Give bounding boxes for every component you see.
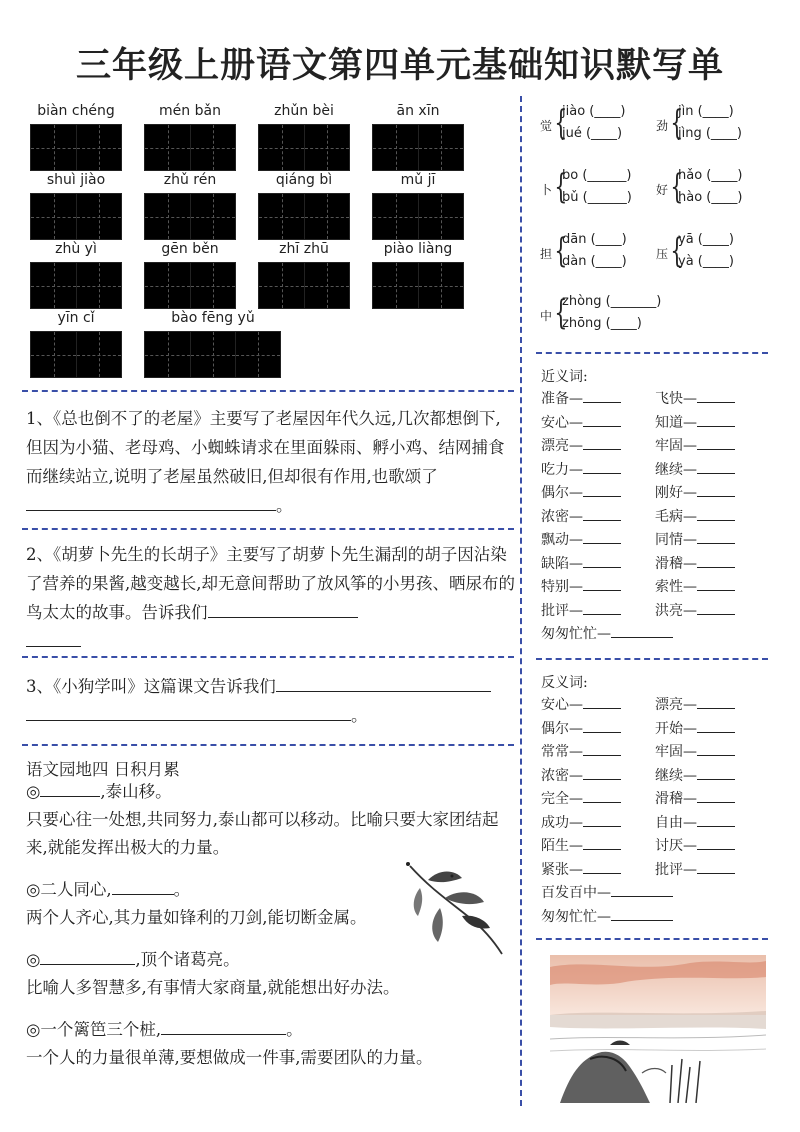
idiom-explanation: 只要心往一处想,共同努力,泰山都可以移动。比喻只要大家团结起来,就能发挥出极大的力量。 [26, 810, 499, 857]
answer-blank[interactable] [583, 553, 621, 568]
antonym-item: 成功— [541, 812, 621, 832]
idiom-item: ◎ ,泰山移。 只要心往一处想,共同努力,泰山都可以移动。比喻只要大家团结起来,就能发挥出极大的力量。 [26, 778, 516, 862]
writing-cell[interactable] [76, 194, 121, 239]
answer-blank[interactable] [697, 482, 735, 497]
tianzige-grid [30, 193, 122, 240]
writing-cell[interactable] [145, 194, 190, 239]
pinyin-label: ān xīn [396, 103, 440, 119]
writing-cell[interactable] [304, 194, 349, 239]
answer-blank[interactable] [697, 788, 735, 803]
polyphone-reading[interactable]: bo (______) [562, 168, 632, 183]
synonym-item: 吃力— [541, 459, 621, 479]
writing-cell[interactable] [418, 263, 463, 308]
answer-blank[interactable] [697, 459, 735, 474]
writing-cell[interactable] [418, 194, 463, 239]
answer-blank[interactable] [697, 435, 735, 450]
writing-cell[interactable] [190, 332, 235, 377]
antonym-item: 批评— [655, 859, 735, 879]
answer-blank[interactable] [611, 882, 673, 897]
tianzige-grid [144, 331, 281, 378]
tianzige-grid [30, 331, 122, 378]
answer-blank[interactable] [697, 859, 735, 874]
pinyin-label: mén bǎn [159, 103, 221, 119]
polyphone-reading[interactable]: hǎo (____) [678, 168, 743, 183]
idiom-item: ◎ ,顶个诸葛亮。 比喻人多智慧多,有事情大家商量,就能想出好办法。 [26, 946, 516, 1002]
writing-cell[interactable] [418, 125, 463, 170]
answer-blank[interactable] [697, 741, 735, 756]
polyphone-reading[interactable]: dàn (____) [562, 254, 627, 269]
synonym-item: 滑稽— [655, 553, 735, 573]
pinyin-label: mǔ jī [400, 172, 436, 188]
synonym-item: 继续— [655, 459, 735, 479]
idiom-item: ◎一个篱笆三个桩, 。 一个人的力量很单薄,要想做成一件事,需要团队的力量。 [26, 1016, 516, 1072]
polyphone-char: 好 [656, 183, 669, 197]
section-divider [22, 528, 514, 530]
antonym-heading: 反义词: [541, 675, 588, 691]
antonym-item: 浓密— [541, 765, 621, 785]
antonym-item: 自由— [655, 812, 735, 832]
answer-blank[interactable] [697, 576, 735, 591]
synonym-item: 浓密— [541, 506, 621, 526]
tianzige-grid [144, 124, 236, 171]
answer-blank[interactable] [697, 765, 735, 780]
antonym-item: 偶尔— [541, 718, 621, 738]
writing-cell[interactable] [145, 263, 190, 308]
question-3: 3、《小狗学叫》这篇课文告诉我们 。 [26, 672, 516, 730]
answer-blank[interactable] [583, 388, 621, 403]
polyphone-char: 压 [656, 247, 669, 261]
answer-blank[interactable] [697, 506, 735, 521]
synonym-item: 安心— [541, 412, 621, 432]
writing-cell[interactable] [373, 125, 418, 170]
answer-blank[interactable] [583, 459, 621, 474]
writing-cell[interactable] [31, 125, 76, 170]
answer-blank[interactable] [697, 812, 735, 827]
pinyin-label: biàn chéng [37, 103, 115, 119]
tianzige-grid [30, 124, 122, 171]
synonym-item: 缺陷— [541, 553, 621, 573]
brace-icon: { [554, 231, 568, 271]
antonym-item: 安心— [541, 694, 621, 714]
answer-blank[interactable] [583, 412, 621, 427]
column-divider [520, 96, 522, 1106]
pinyin-label: shuì jiào [46, 172, 106, 188]
answer-blank[interactable] [208, 599, 358, 618]
writing-cell[interactable] [373, 263, 418, 308]
writing-cell[interactable] [31, 194, 76, 239]
polyphone-reading[interactable]: jìng (____) [678, 126, 742, 141]
writing-cell[interactable] [304, 125, 349, 170]
tianzige-grid [372, 262, 464, 309]
answer-blank[interactable] [583, 600, 621, 615]
idiom-item: ◎二人同心, 。 两个人齐心,其力量如锋利的刀剑,能切断金属。 [26, 876, 426, 932]
answer-blank[interactable] [583, 788, 621, 803]
answer-blank[interactable] [697, 835, 735, 850]
answer-blank[interactable] [40, 778, 100, 797]
writing-cell[interactable] [76, 263, 121, 308]
idiom-heading: 语文园地四 日积月累 [26, 760, 180, 779]
answer-blank[interactable] [611, 906, 673, 921]
answer-blank[interactable] [112, 876, 174, 895]
answer-blank[interactable] [583, 506, 621, 521]
writing-cell[interactable] [76, 332, 121, 377]
writing-cell[interactable] [373, 194, 418, 239]
answer-blank[interactable] [697, 388, 735, 403]
synonym-item: 匆匆忙忙— [541, 623, 673, 643]
brace-icon: { [670, 231, 684, 271]
question-3-text: 3、《小狗学叫》这篇课文告诉我们 [26, 677, 276, 696]
polyphone-reading[interactable]: bǔ (______) [562, 190, 632, 205]
page-title: 三年级上册语文第四单元基础知识默写单 [75, 46, 724, 86]
polyphone-char: 卜 [540, 183, 553, 197]
section-divider [22, 390, 514, 392]
answer-blank[interactable] [583, 741, 621, 756]
section-divider [22, 744, 514, 746]
pinyin-label: zhǔn bèi [274, 103, 334, 119]
pinyin-label: zhī zhū [279, 241, 329, 257]
pinyin-label: zhù yì [55, 241, 97, 257]
polyphone-reading[interactable]: zhōng (____) [562, 316, 642, 331]
writing-cell[interactable] [190, 125, 235, 170]
antonym-item: 讨厌— [655, 835, 735, 855]
tianzige-grid [144, 262, 236, 309]
answer-blank[interactable] [583, 694, 621, 709]
polyphone-reading[interactable]: zhòng (_______) [562, 294, 662, 309]
synonym-item: 知道— [655, 412, 735, 432]
polyphone-char: 劲 [656, 119, 669, 133]
answer-blank[interactable] [26, 628, 81, 647]
answer-blank[interactable] [583, 482, 621, 497]
tianzige-grid [258, 124, 350, 171]
tianzige-grid [258, 193, 350, 240]
answer-blank[interactable] [583, 435, 621, 450]
brace-icon: { [670, 103, 684, 143]
polyphone-reading[interactable]: jué (____) [562, 126, 623, 141]
writing-cell[interactable] [190, 194, 235, 239]
brace-icon: { [554, 167, 568, 207]
answer-blank[interactable] [583, 718, 621, 733]
pinyin-label: bào fēng yǔ [171, 310, 255, 326]
synonym-item: 索性— [655, 576, 735, 596]
antonym-item: 百发百中— [541, 882, 673, 902]
answer-blank[interactable] [697, 600, 735, 615]
synonym-item: 毛病— [655, 506, 735, 526]
antonym-item: 紧张— [541, 859, 621, 879]
writing-cell[interactable] [31, 332, 76, 377]
answer-blank[interactable] [697, 529, 735, 544]
synonym-item: 漂亮— [541, 435, 621, 455]
pinyin-label: qiáng bì [275, 172, 333, 188]
synonym-item: 批评— [541, 600, 621, 620]
question-1-text: 1、《总也倒不了的老屋》主要写了老屋因年代久远,几次都想倒下,但因为小猫、老母鸡、小蜘蛛请求在里面躲雨、孵小鸡、结网捕食而继续站立,说明了老屋虽然破旧,但却很有作用,也歌颂了 [26, 409, 505, 486]
polyphone-char: 担 [540, 247, 553, 261]
pinyin-label: gēn běn [161, 241, 219, 257]
polyphone-reading[interactable]: jìn (____) [678, 104, 734, 119]
polyphone-reading[interactable]: dān (____) [562, 232, 627, 247]
synonym-item: 飞快— [655, 388, 735, 408]
antonym-item: 继续— [655, 765, 735, 785]
answer-blank[interactable] [583, 859, 621, 874]
antonym-item: 常常— [541, 741, 621, 761]
answer-blank[interactable] [611, 623, 673, 638]
writing-cell[interactable] [190, 263, 235, 308]
antonym-item: 匆匆忙忙— [541, 906, 673, 926]
brace-icon: { [554, 103, 568, 143]
writing-cell[interactable] [304, 263, 349, 308]
tianzige-grid [144, 193, 236, 240]
synonym-item: 牢固— [655, 435, 735, 455]
synonym-item: 洪亮— [655, 600, 735, 620]
answer-blank[interactable] [583, 835, 621, 850]
writing-cell[interactable] [145, 332, 190, 377]
answer-blank[interactable] [697, 718, 735, 733]
section-divider [536, 658, 768, 660]
question-1: 1、《总也倒不了的老屋》主要写了老屋因年代久远,几次都想倒下,但因为小猫、老母鸡、小蜘蛛请求在里面躲雨、孵小鸡、结网捕食而继续站立,说明了老屋虽然破旧,但却很有作用,也歌颂了。 [26, 409, 505, 515]
antonym-item: 漂亮— [655, 694, 735, 714]
idiom-explanation: 一个人的力量很单薄,要想做成一件事,需要团队的力量。 [26, 1048, 433, 1067]
answer-blank[interactable] [697, 694, 735, 709]
question-2 [26, 540, 516, 656]
pinyin-label: yīn cǐ [57, 310, 95, 326]
pinyin-label: piào liàng [383, 241, 453, 257]
idiom-explanation: 比喻人多智慧多,有事情大家商量,就能想出好办法。 [26, 978, 400, 997]
answer-blank[interactable] [40, 946, 135, 965]
pinyin-label: zhǔ rén [163, 172, 217, 188]
tianzige-grid [30, 262, 122, 309]
polyphone-char: 觉 [540, 119, 553, 133]
polyphone-char: 中 [540, 309, 553, 323]
writing-cell[interactable] [259, 125, 304, 170]
synonym-item: 飘动— [541, 529, 621, 549]
writing-cell[interactable] [259, 194, 304, 239]
synonym-item: 刚好— [655, 482, 735, 502]
synonym-item: 特别— [541, 576, 621, 596]
writing-cell[interactable] [235, 332, 280, 377]
writing-cell[interactable] [31, 263, 76, 308]
brace-icon: { [554, 293, 568, 333]
polyphone-reading[interactable]: yā (____) [678, 232, 734, 247]
writing-cell[interactable] [76, 125, 121, 170]
idiom-explanation: 两个人齐心,其力量如锋利的刀剑,能切断金属。 [26, 908, 367, 927]
antonym-item: 开始— [655, 718, 735, 738]
polyphone-reading[interactable]: hào (____) [678, 190, 743, 205]
answer-blank[interactable] [583, 576, 621, 591]
answer-blank[interactable] [26, 702, 351, 721]
antonym-item: 牢固— [655, 741, 735, 761]
polyphone-reading[interactable]: yà (____) [678, 254, 734, 269]
synonym-item: 准备— [541, 388, 621, 408]
writing-cell[interactable] [145, 125, 190, 170]
antonym-item: 滑稽— [655, 788, 735, 808]
writing-cell[interactable] [259, 263, 304, 308]
answer-blank[interactable] [276, 673, 491, 692]
tianzige-grid [258, 262, 350, 309]
answer-blank[interactable] [697, 412, 735, 427]
landscape-painting-illustration [550, 955, 766, 1103]
tianzige-grid [372, 124, 464, 171]
answer-blank[interactable] [26, 492, 276, 511]
ink-plant-illustration [400, 858, 510, 958]
tianzige-grid [372, 193, 464, 240]
polyphone-reading[interactable]: jiào (____) [562, 104, 626, 119]
answer-blank[interactable] [583, 529, 621, 544]
answer-blank[interactable] [583, 812, 621, 827]
antonym-item: 完全— [541, 788, 621, 808]
section-divider [536, 352, 768, 354]
synonym-item: 同情— [655, 529, 735, 549]
section-divider [22, 656, 514, 658]
section-divider [536, 938, 768, 940]
brace-icon: { [670, 167, 684, 207]
synonym-heading: 近义词: [541, 369, 588, 385]
answer-blank[interactable] [697, 553, 735, 568]
answer-blank[interactable] [583, 765, 621, 780]
synonym-item: 偶尔— [541, 482, 621, 502]
question-2-text: 2、《胡萝卜先生的长胡子》主要写了胡萝卜先生漏刮的胡子因沾染了营养的果酱,越变越长,却无意间帮助了放风筝的小男孩、晒尿布的鸟太太的故事。告诉我们 [26, 545, 515, 622]
answer-blank[interactable] [161, 1016, 286, 1035]
antonym-item: 陌生— [541, 835, 621, 855]
